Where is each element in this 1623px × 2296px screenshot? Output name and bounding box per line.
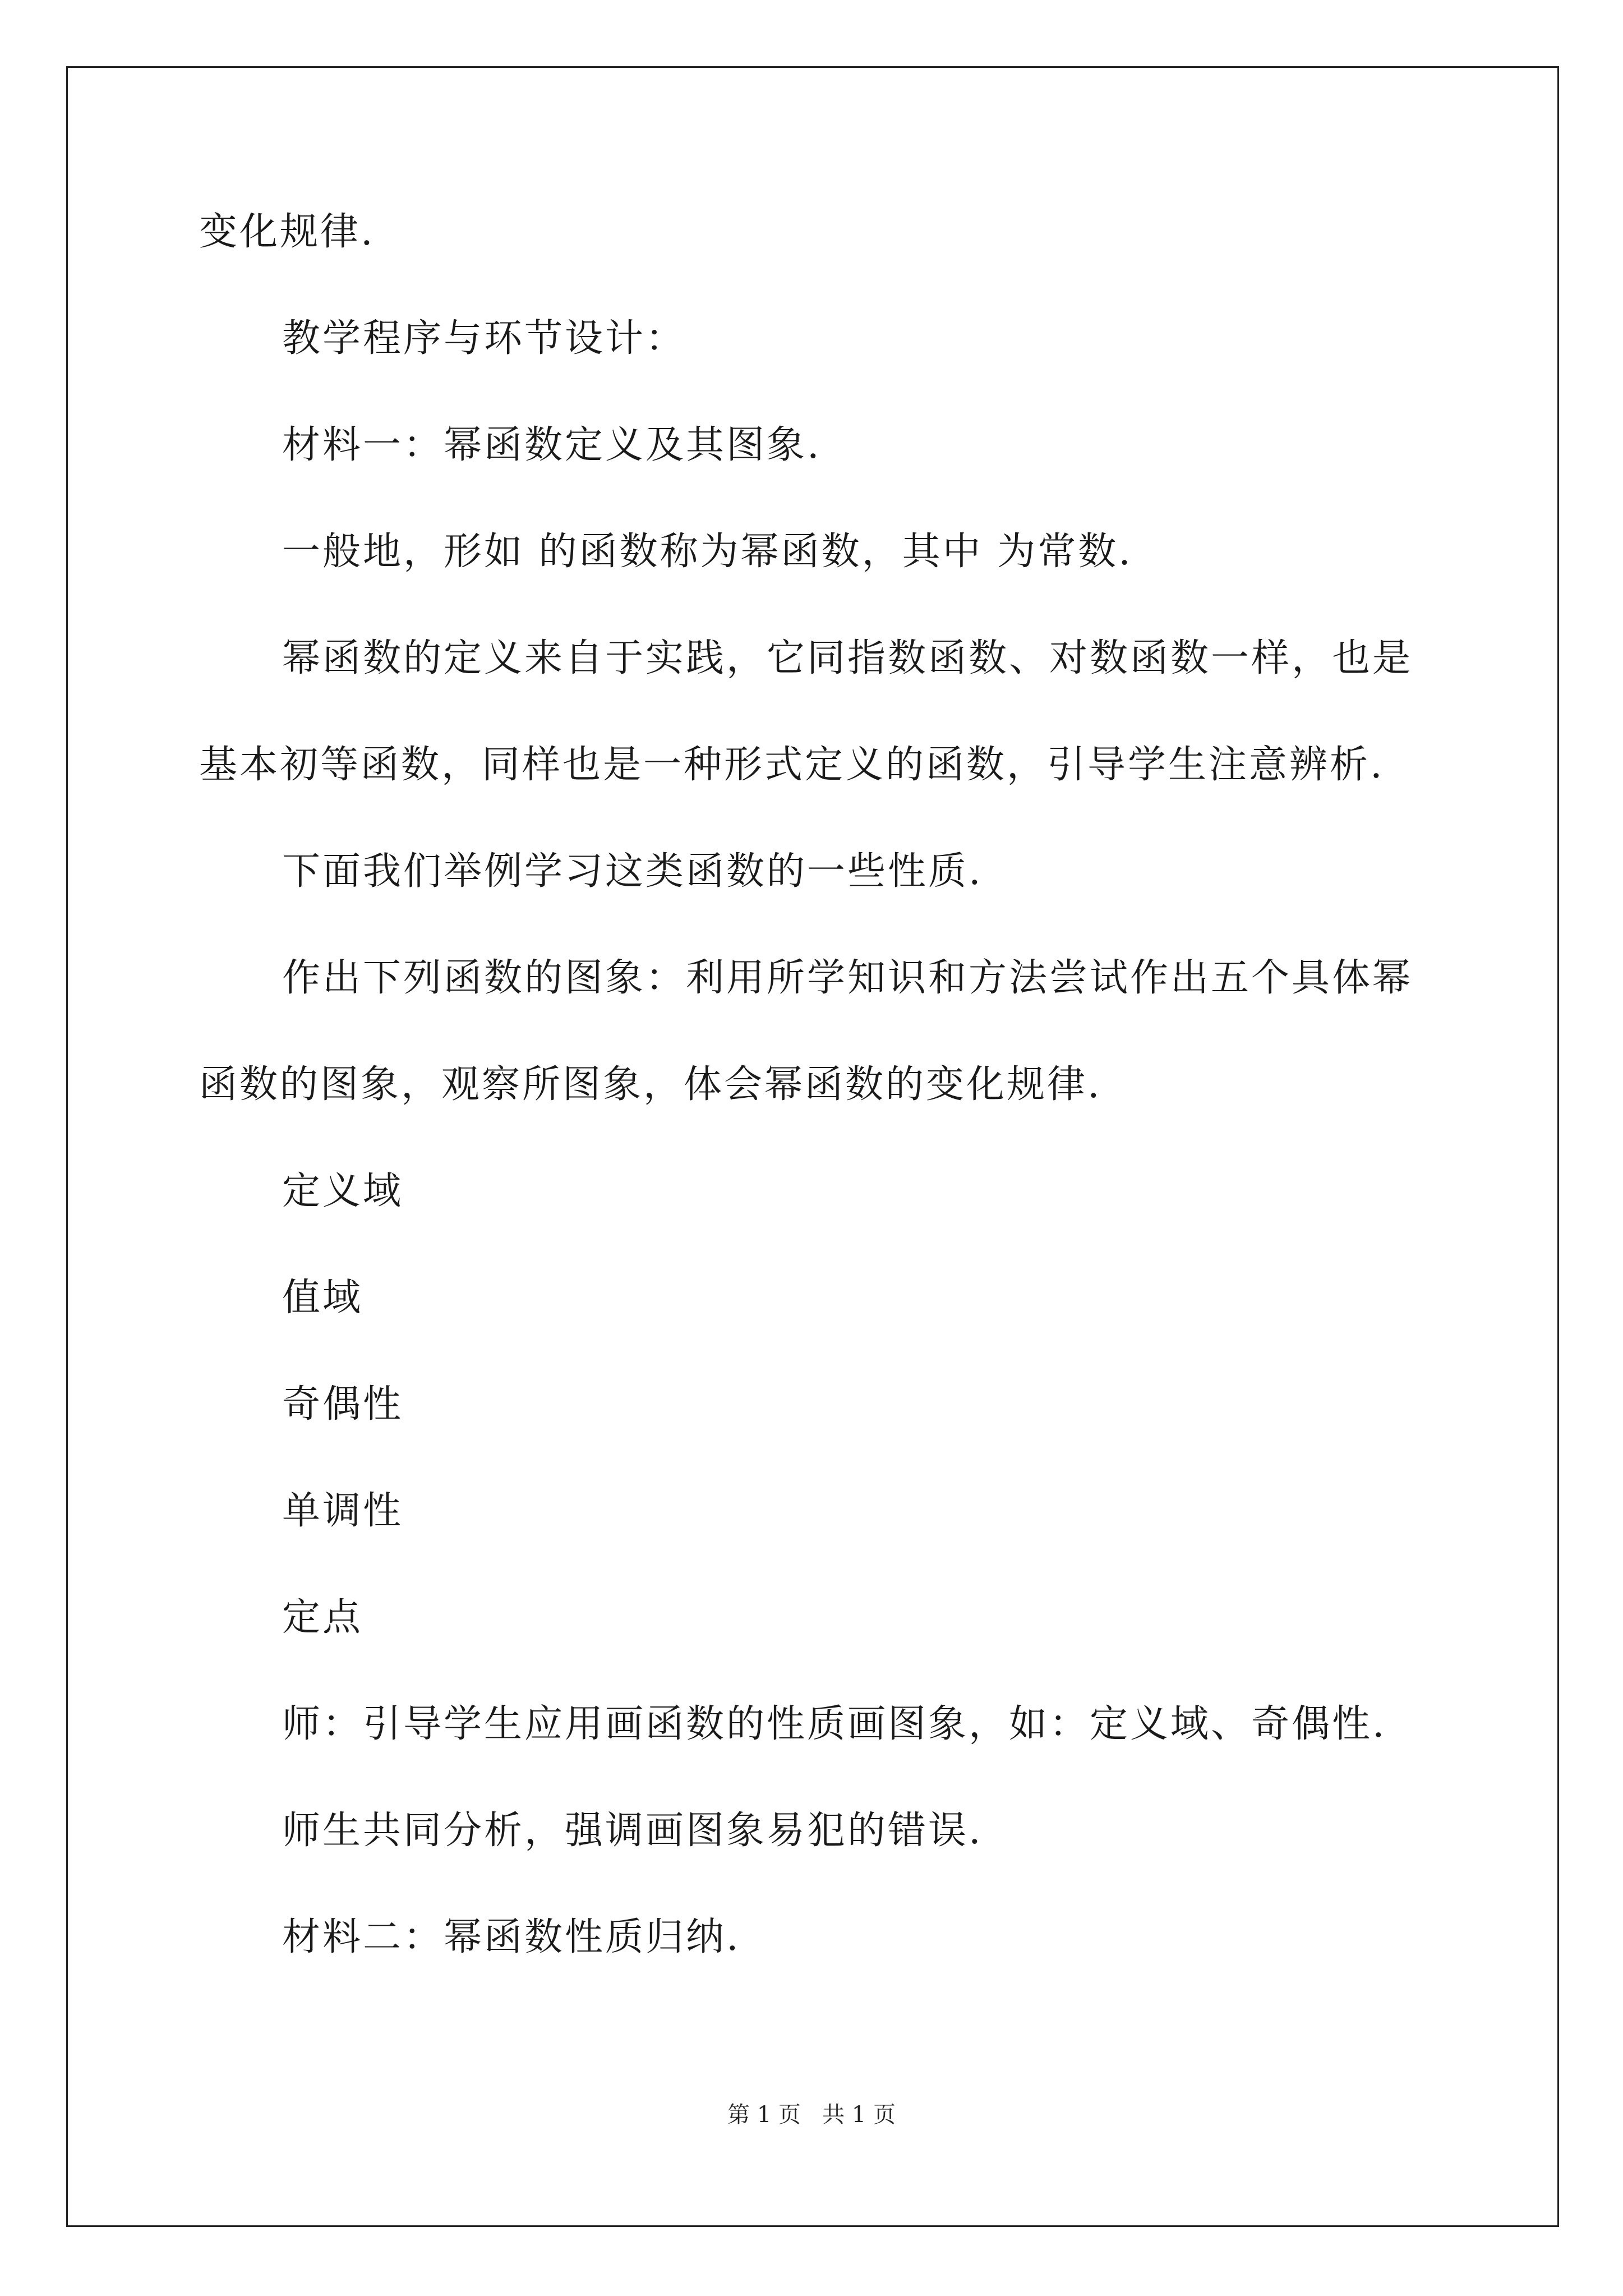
paragraph: 变化规律. [199, 210, 375, 254]
paragraph: 材料二：幂函数性质归纳. [282, 1915, 741, 1959]
paragraph: 教学程序与环节设计： [282, 316, 686, 361]
page-number-footer: 第 1 页 共 1 页 [727, 2102, 896, 2128]
paragraph: 师生共同分析，强调画图象易犯的错误. [282, 1809, 983, 1853]
paragraph: 幂函数的定义来自于实践，它同指数函数、对数函数一样，也是 [282, 636, 1413, 680]
paragraph: 奇偶性 [282, 1382, 404, 1427]
paragraph: 定义域 [282, 1169, 404, 1213]
paragraph: 单调性 [282, 1489, 404, 1533]
paragraph: 师：引导学生应用画函数的性质画图象，如：定义域、奇偶性. [282, 1702, 1387, 1746]
paragraph: 下面我们举例学习这类函数的一些性质. [282, 849, 983, 894]
paragraph: 定点 [282, 1595, 363, 1640]
paragraph: 作出下列函数的图象：利用所学知识和方法尝试作出五个具体幂 [282, 956, 1413, 1000]
paragraph: 一般地，形如 的函数称为幂函数，其中 为常数. [282, 530, 1133, 574]
page-border [66, 66, 1559, 2227]
paragraph: 基本初等函数，同样也是一种形式定义的函数，引导学生注意辨析. [199, 743, 1385, 787]
paragraph: 值域 [282, 1276, 363, 1320]
paragraph: 函数的图象，观察所图象，体会幂函数的变化规律. [199, 1062, 1102, 1107]
paragraph: 材料一：幂函数定义及其图象. [282, 423, 822, 467]
